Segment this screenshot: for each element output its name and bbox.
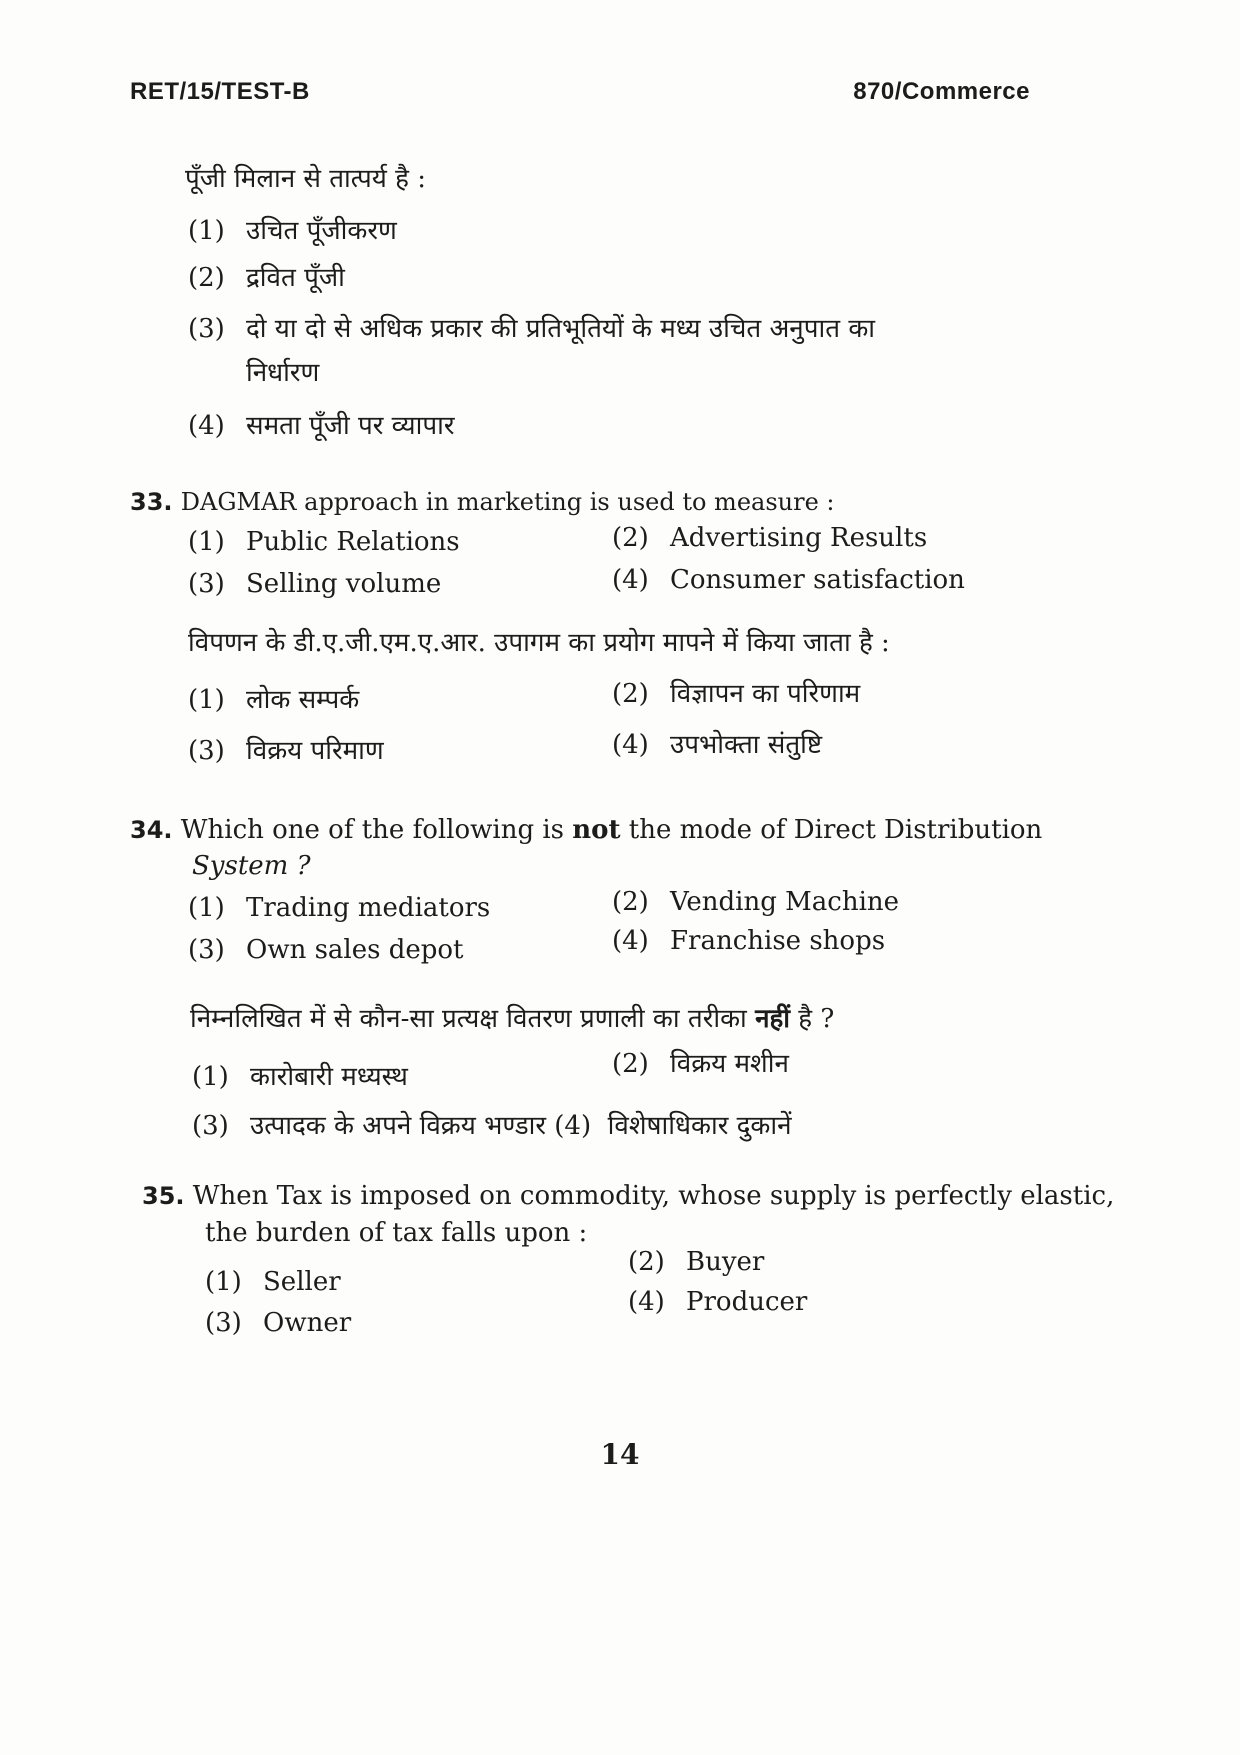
option-text: दो या दो से अधिक प्रकार की प्रतिभूतियों के मध्य उचित अनुपात का: [246, 314, 876, 344]
question-stem-hindi: पूँजी मिलान से तात्पर्य है :: [185, 164, 426, 194]
option-text: Producer: [686, 1287, 808, 1317]
option-number: (3): [188, 736, 225, 766]
option-number: (3): [188, 935, 225, 965]
option-3: [188, 313, 875, 345]
option-text: Vending Machine: [670, 887, 900, 917]
option-number: (1): [188, 893, 225, 923]
option-text: Owner: [263, 1308, 352, 1338]
question-stem: [130, 486, 835, 518]
hindi-option-2: [612, 1048, 789, 1080]
option-1: [188, 892, 490, 924]
option-text: द्रवित पूँजी: [246, 263, 345, 293]
option-number: (4): [612, 926, 649, 956]
option-number: (3): [205, 1308, 242, 1338]
paper-code: RET/15/TEST-B: [130, 78, 310, 105]
hindi-option-3: [188, 735, 384, 767]
option-number: (2): [188, 263, 225, 293]
option-number: (3): [192, 1111, 229, 1141]
hindi-option-3-and-4: [192, 1110, 792, 1142]
hindi-option-1: [188, 684, 359, 716]
option-text: विक्रय मशीन: [670, 1049, 789, 1079]
option-text: उत्पादक के अपने विक्रय भण्डार: [250, 1111, 546, 1141]
option-text: उपभोक्ता संतुष्टि: [670, 730, 823, 760]
option-number: (2): [612, 887, 649, 917]
question-stem-line2: System ?: [192, 851, 311, 881]
option-text: Franchise shops: [670, 926, 886, 956]
page-number: 14: [600, 1438, 640, 1471]
option-number: (1): [188, 685, 225, 715]
option-4: [628, 1286, 807, 1318]
option-number: (2): [612, 523, 649, 553]
option-number: (3): [188, 569, 225, 599]
option-4: [612, 564, 965, 596]
option-2: [612, 522, 927, 554]
question-stem: [142, 1180, 1114, 1212]
emphasis-nahin: नहीं: [755, 1004, 791, 1034]
option-text: कारोबारी मध्यस्थ: [250, 1062, 408, 1092]
hindi-text: निम्नलिखित में से कौन-सा प्रत्यक्ष वितरण प्रणाली का तरीका: [190, 1004, 756, 1034]
option-text: विशेषाधिकार दुकानें: [607, 1111, 792, 1141]
option-3: [188, 934, 464, 966]
question-text-cont: the mode of Direct Distribution: [620, 815, 1043, 845]
question-stem-hindi: विपणन के डी.ए.जी.एम.ए.आर. उपागम का प्रयोग मापने में किया जाता है :: [188, 628, 890, 658]
question-stem: [130, 814, 1042, 846]
option-text: Trading mediators: [246, 893, 491, 923]
option-number: (2): [612, 679, 649, 709]
option-4: [188, 410, 455, 442]
option-text: Advertising Results: [670, 523, 928, 553]
option-1: [188, 526, 460, 558]
question-text: Which one of the following is: [180, 815, 573, 845]
option-number: (2): [612, 1049, 649, 1079]
option-3: [205, 1307, 351, 1339]
option-text: उचित पूँजीकरण: [246, 216, 397, 246]
option-number: (4): [628, 1287, 665, 1317]
option-3: [188, 568, 441, 600]
question-text: DAGMAR approach in marketing is used to measure :: [180, 488, 835, 516]
hindi-option-1: [192, 1061, 408, 1093]
option-text: Own sales depot: [246, 935, 464, 965]
emphasis-not: not: [572, 815, 621, 845]
question-number: 35.: [142, 1182, 185, 1210]
question-number: 33.: [130, 488, 173, 516]
option-number: (1): [205, 1267, 242, 1297]
hindi-option-2: [612, 678, 860, 710]
option-4: [612, 925, 885, 957]
option-number: (4): [554, 1111, 592, 1141]
option-number: (1): [188, 527, 225, 557]
subject-code: 870/Commerce: [853, 78, 1030, 105]
option-text: विक्रय परिमाण: [246, 736, 384, 766]
option-1: [205, 1266, 341, 1298]
option-2: [628, 1246, 764, 1278]
option-number: (4): [612, 730, 649, 760]
hindi-text-cont: है ?: [790, 1004, 835, 1034]
option-number: (1): [192, 1062, 229, 1092]
question-stem-line2: the burden of tax falls upon :: [205, 1218, 588, 1248]
option-number: (1): [188, 216, 225, 246]
option-text: विज्ञापन का परिणाम: [670, 679, 861, 709]
option-text: Public Relations: [246, 527, 460, 557]
option-text: Buyer: [686, 1247, 765, 1277]
option-text: समता पूँजी पर व्यापार: [246, 411, 455, 441]
option-text: लोक सम्पर्क: [246, 685, 360, 715]
option-number: (3): [188, 314, 225, 344]
option-1: [188, 215, 397, 247]
option-3-continued: निर्धारण: [246, 358, 320, 388]
option-number: (4): [188, 411, 225, 441]
option-text: Selling volume: [246, 569, 442, 599]
question-number: 34.: [130, 816, 173, 844]
option-2: [612, 886, 899, 918]
hindi-option-4: [612, 729, 822, 761]
option-2: [188, 262, 345, 294]
question-text: When Tax is imposed on commodity, whose supply is perfectly elastic,: [192, 1181, 1115, 1211]
option-text: Seller: [263, 1267, 341, 1297]
question-stem-hindi: [190, 1003, 834, 1035]
option-number: (4): [612, 565, 649, 595]
option-text: Consumer satisfaction: [670, 565, 965, 595]
option-number: (2): [628, 1247, 665, 1277]
